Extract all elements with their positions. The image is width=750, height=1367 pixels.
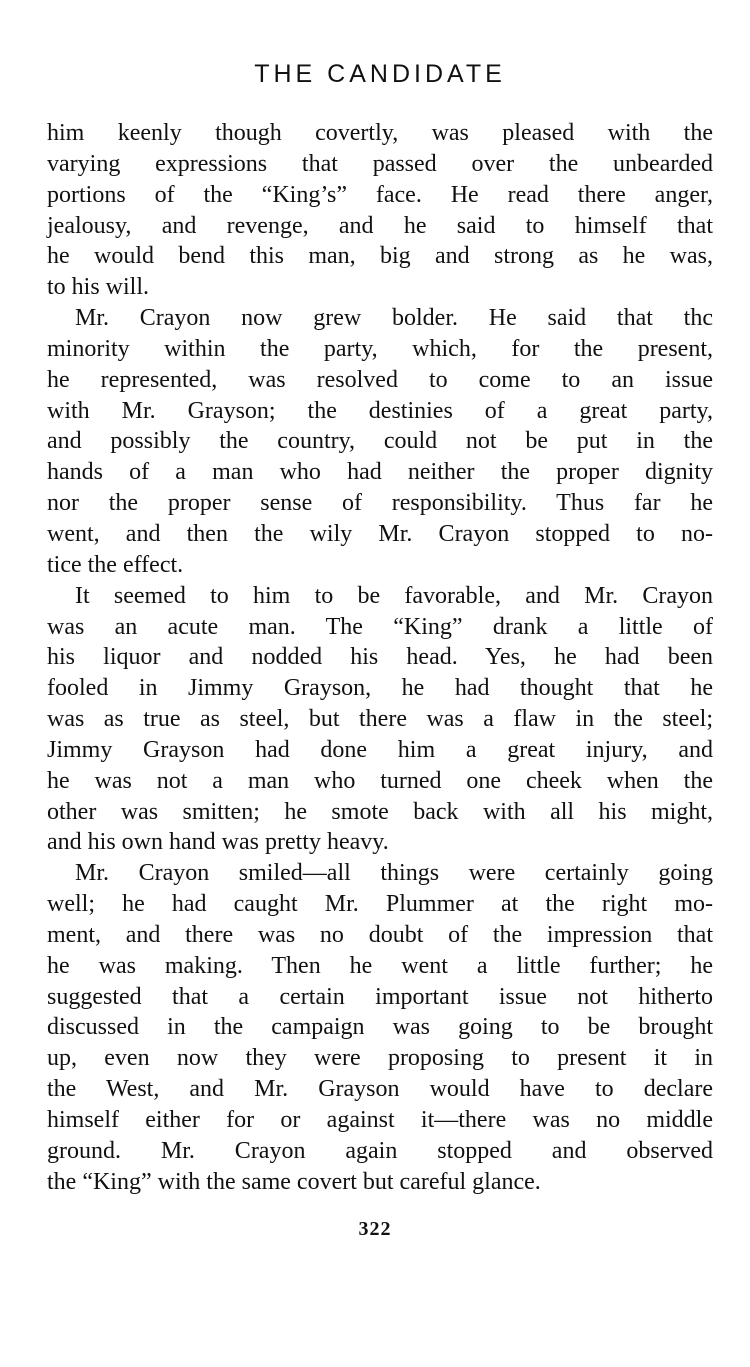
text-line: himself either for or against it—there was no middle [47,1107,713,1133]
text-line: and possibly the country, could not be put in the [47,428,713,455]
text-line: his liquor and nodded his head. Yes, he had been [47,644,713,671]
text-line: nor the proper sense of responsibility. Thus far he [47,490,713,517]
paragraph-first-line: Mr. Crayon now grew bolder. He said that thc [75,305,713,332]
text-line: ground. Mr. Crayon again stopped and observed [47,1137,713,1164]
text-line: other was smitten; he smote back with all his might, [47,798,713,825]
text-line: hands of a man who had neither the proper dignity [47,459,713,486]
text-line: fooled in Jimmy Grayson, he had thought that he [47,675,713,702]
text-line: he was not a man who turned one cheek when the [47,767,713,794]
body-text [47,118,713,1198]
text-line: minority within the party, which, for the present, [47,335,713,362]
text-line: to his will. [47,274,150,301]
text-line: and his own hand was pretty heavy. [47,829,389,856]
text-line: went, and then the wily Mr. Crayon stopped to no- [47,520,713,547]
running-head: THE CANDIDATE [254,60,506,88]
text-line: tice the effect. [47,551,184,578]
paragraph-first-line: It seemed to him to be favorable, and Mr. Crayon [75,582,713,609]
text-line: the “King” with the same covert but careful glance. [47,1168,541,1195]
text-line: him keenly though covertly, was pleased with the [47,120,713,146]
text-line: suggested that a certain important issue not hitherto [47,983,713,1010]
text-line: with Mr. Grayson; the destinies of a great party, [47,397,713,424]
text-line: ment, and there was no doubt of the impression that [47,921,713,948]
text-line: well; he had caught Mr. Plummer at the right mo- [47,891,713,918]
text-line: he represented, was resolved to come to an issue [47,366,713,393]
text-line: discussed in the campaign was going to be brought [47,1014,713,1041]
text-line: was as true as steel, but there was a flaw in the steel; [47,706,713,733]
paragraph-first-line: Mr. Crayon smiled—all things were certainly going [75,860,713,887]
text-line: he was making. Then he went a little further; he [47,952,713,979]
text-line: portions of the “King’s” face. He read there anger, [47,181,713,208]
page-number: 322 [358,1218,392,1240]
text-line: he would bend this man, big and strong as he was, [47,243,713,270]
text-line: up, even now they were proposing to present it in [47,1045,713,1072]
text-line: the West, and Mr. Grayson would have to declare [47,1076,713,1103]
text-line: varying expressions that passed over the unbearded [47,150,713,177]
text-line: Jimmy Grayson had done him a great injury, and [47,736,713,763]
text-line: was an acute man. The “King” drank a little of [47,613,713,640]
text-line: jealousy, and revenge, and he said to himself that [47,212,713,239]
